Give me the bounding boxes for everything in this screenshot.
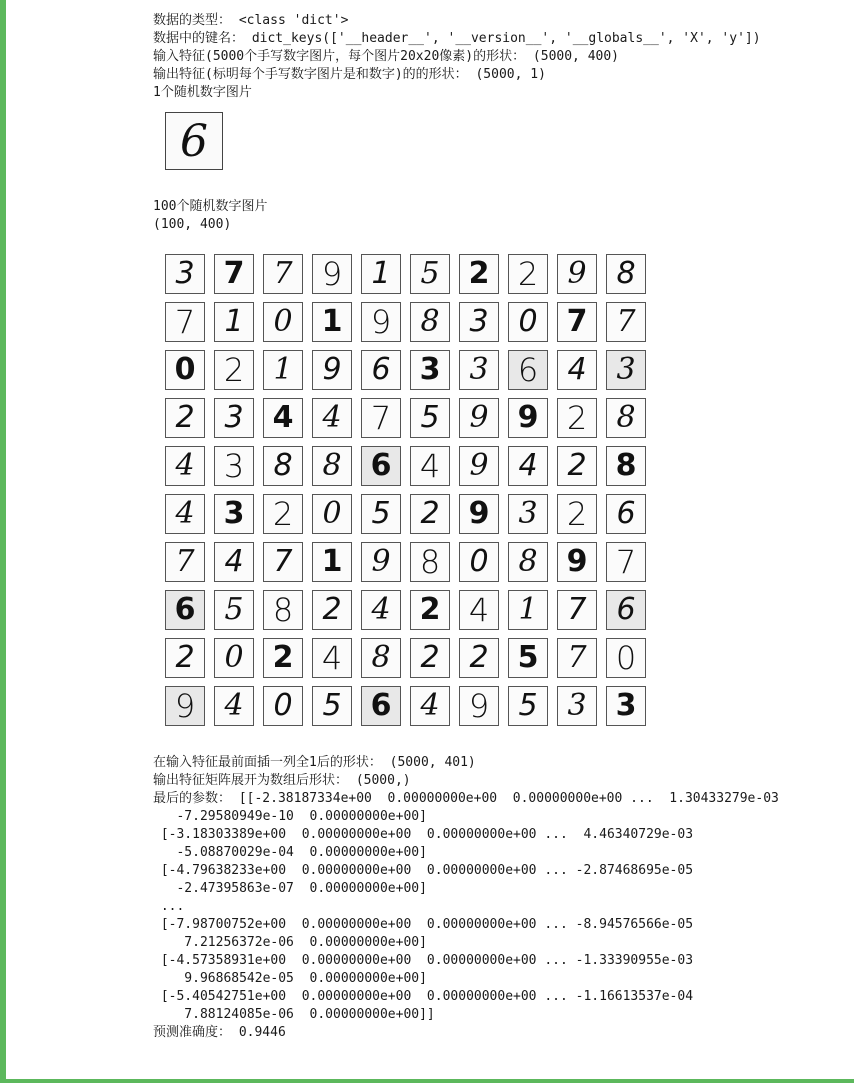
digit-glyph: 7: [174, 303, 196, 341]
output-line-params-2: [-3.18303389e+00 0.00000000e+00 0.00000000e+00 ... 4.46340729e-03: [153, 827, 694, 842]
digit-cell-r6-c0: [165, 542, 205, 582]
output-line-params-5: -2.47395863e-07 0.00000000e+00]: [153, 881, 427, 896]
digit-glyph: 2: [567, 448, 587, 483]
digit-glyph: 5: [371, 496, 391, 531]
output-line-output-shape: 输出特征(标明每个手写数字图片是和数字)的的形状： (5000, 1): [153, 67, 546, 82]
digit-glyph: 0: [615, 639, 637, 677]
digit-glyph: 5: [420, 256, 440, 291]
output-line-params-8: 7.21256372e-06 0.00000000e+00]: [153, 935, 427, 950]
digit-glyph: 3: [615, 688, 637, 723]
digit-glyph: 6: [517, 351, 539, 389]
digit-glyph: 7: [370, 399, 392, 437]
digit-glyph: 9: [321, 255, 343, 293]
single-digit-image: [165, 112, 223, 170]
digit-cell-r4-c8: [557, 446, 597, 486]
digit-cell-r1-c0: [165, 302, 205, 342]
digit-glyph: 3: [175, 256, 195, 291]
digit-cell-r2-c7: [508, 350, 548, 390]
digit-cell-r4-c7: [508, 446, 548, 486]
digit-glyph: 4: [419, 447, 441, 485]
digit-glyph: 3: [224, 400, 244, 435]
digit-cell-r9-c4: [361, 686, 401, 726]
footer-text-block: [153, 754, 843, 1042]
digit-glyph: 8: [616, 256, 636, 291]
digit-glyph: 5: [518, 688, 538, 723]
digit-glyph: 0: [273, 688, 293, 723]
digit-glyph: 9: [322, 352, 342, 387]
digit-cell-r5-c7: [508, 494, 548, 534]
single-digit-figure: [165, 112, 843, 170]
digit-cell-r3-c3: [312, 398, 352, 438]
digit-glyph: 8: [616, 400, 636, 435]
digit-glyph: 3: [518, 496, 538, 531]
digit-glyph: 7: [567, 640, 587, 675]
digit-glyph: 2: [469, 640, 489, 675]
digit-glyph: 0: [322, 496, 342, 531]
digit-cell-r7-c9: [606, 590, 646, 630]
digit-cell-r1-c3: [312, 302, 352, 342]
digit-glyph: 9: [469, 448, 489, 483]
digit-glyph: 9: [174, 687, 196, 725]
digit-glyph: 2: [175, 640, 195, 675]
digit-glyph: 2: [517, 255, 539, 293]
digit-cell-r6-c8: [557, 542, 597, 582]
digit-glyph: 2: [223, 351, 245, 389]
digit-cell-r7-c8: [557, 590, 597, 630]
digit-glyph: 1: [321, 544, 343, 579]
output-line-params-11: [-5.40542751e+00 0.00000000e+00 0.00000000e+00 ... -1.16613537e-04: [153, 989, 694, 1004]
digit-glyph: 6: [370, 448, 392, 483]
digits-grid-figure: [165, 254, 843, 726]
digit-cell-r0-c6: [459, 254, 499, 294]
digit-glyph: 7: [615, 543, 637, 581]
digit-cell-r0-c3: [312, 254, 352, 294]
digit-cell-r5-c5: [410, 494, 450, 534]
digit-glyph: 2: [566, 495, 588, 533]
digit-cell-r4-c5: [410, 446, 450, 486]
digit-glyph: 3: [419, 352, 441, 387]
output-line-params-7: [-7.98700752e+00 0.00000000e+00 0.00000000e+00 ... -8.94576566e-05: [153, 917, 694, 932]
digit-glyph: 1: [224, 304, 244, 339]
digit-glyph: 9: [469, 400, 489, 435]
digit-cell-r7-c4: [361, 590, 401, 630]
digit-cell-r4-c4: [361, 446, 401, 486]
digit-glyph: 4: [175, 448, 195, 483]
digit-cell-r9-c8: [557, 686, 597, 726]
digit-cell-r8-c9: [606, 638, 646, 678]
digit-cell-r3-c1: [214, 398, 254, 438]
digit-cell-r2-c6: [459, 350, 499, 390]
digit-glyph: 5: [224, 592, 244, 627]
digit-cell-r5-c4: [361, 494, 401, 534]
digit-cell-r4-c6: [459, 446, 499, 486]
digit-cell-r8-c5: [410, 638, 450, 678]
digit-cell-r9-c7: [508, 686, 548, 726]
digit-cell-r5-c6: [459, 494, 499, 534]
digit-cell-r5-c1: [214, 494, 254, 534]
digit-cell-r8-c6: [459, 638, 499, 678]
digit-glyph: 5: [517, 640, 539, 675]
digit-glyph: 7: [273, 544, 293, 579]
digit-glyph: 5: [420, 400, 440, 435]
output-line-shape-with-bias: 在输入特征最前面插一列全1后的形状： (5000, 401): [153, 755, 476, 770]
digit-cell-r1-c6: [459, 302, 499, 342]
digit-glyph: 2: [419, 592, 441, 627]
digit-cell-r4-c3: [312, 446, 352, 486]
digit-glyph: 0: [273, 304, 293, 339]
digit-glyph: 9: [517, 400, 539, 435]
digit-cell-r8-c2: [263, 638, 303, 678]
digit-cell-r9-c5: [410, 686, 450, 726]
digit-glyph: 8: [419, 543, 441, 581]
digit-cell-r9-c0: [165, 686, 205, 726]
digit-glyph: 8: [273, 448, 293, 483]
digit-glyph: 3: [469, 304, 489, 339]
digit-glyph: 4: [518, 448, 538, 483]
digit-glyph: 8: [615, 448, 637, 483]
digit-cell-r3-c7: [508, 398, 548, 438]
digit-glyph: 8: [371, 640, 391, 675]
digit-glyph: 9: [567, 256, 587, 291]
output-line-grid-shape: (100, 400): [153, 217, 232, 232]
digit-glyph: 9: [468, 687, 490, 725]
digit-glyph: 2: [272, 495, 294, 533]
output-line-params-0: 最后的参数： [[-2.38187334e+00 0.00000000e+00 0.00000000e+00 ... 1.30433279e-03: [153, 791, 779, 806]
digit-cell-r3-c8: [557, 398, 597, 438]
digit-glyph: 8: [272, 591, 294, 629]
output-line-grid-title: 100个随机数字图片: [153, 199, 268, 214]
digit-glyph: 2: [272, 640, 294, 675]
output-line-params-4: [-4.79638233e+00 0.00000000e+00 0.00000000e+00 ... -2.87468695e-05: [153, 863, 694, 878]
digit-cell-r0-c0: [165, 254, 205, 294]
digit-glyph: 4: [321, 639, 343, 677]
digit-glyph: 2: [420, 496, 440, 531]
digit-cell-r8-c4: [361, 638, 401, 678]
header-text-block: [153, 12, 843, 102]
digit-glyph: 4: [420, 688, 440, 723]
digit-glyph: 4: [175, 496, 195, 531]
digit-glyph: 8: [322, 448, 342, 483]
digit-cell-r8-c3: [312, 638, 352, 678]
digit-cell-r9-c2: [263, 686, 303, 726]
digit-glyph: 9: [566, 544, 588, 579]
digit-cell-r3-c5: [410, 398, 450, 438]
output-line-params-12: 7.88124085e-06 0.00000000e+00]]: [153, 1007, 435, 1022]
digit-cell-r6-c5: [410, 542, 450, 582]
digit-cell-r1-c8: [557, 302, 597, 342]
digit-cell-r1-c9: [606, 302, 646, 342]
digit-cell-r7-c1: [214, 590, 254, 630]
digit-cell-r8-c8: [557, 638, 597, 678]
digit-glyph: 2: [322, 592, 342, 627]
digit-glyph: 3: [223, 447, 245, 485]
digit-cell-r6-c4: [361, 542, 401, 582]
digit-glyph: 3: [469, 352, 489, 387]
digit-cell-r2-c8: [557, 350, 597, 390]
single-digit-glyph: 6: [180, 115, 208, 167]
digit-cell-r2-c5: [410, 350, 450, 390]
digit-glyph: 2: [468, 256, 490, 291]
digit-cell-r7-c7: [508, 590, 548, 630]
output-line-params-6: ...: [153, 899, 185, 914]
digit-cell-r5-c9: [606, 494, 646, 534]
digit-cell-r3-c9: [606, 398, 646, 438]
output-line-params-9: [-4.57358931e+00 0.00000000e+00 0.00000000e+00 ... -1.33390955e-03: [153, 953, 694, 968]
digit-cell-r1-c5: [410, 302, 450, 342]
digit-cell-r9-c6: [459, 686, 499, 726]
digit-cell-r0-c1: [214, 254, 254, 294]
digit-cell-r1-c1: [214, 302, 254, 342]
digit-glyph: 4: [468, 591, 490, 629]
digit-cell-r9-c1: [214, 686, 254, 726]
digit-cell-r9-c3: [312, 686, 352, 726]
digit-cell-r0-c4: [361, 254, 401, 294]
digit-cell-r5-c0: [165, 494, 205, 534]
digit-cell-r4-c9: [606, 446, 646, 486]
digit-glyph: 8: [518, 544, 538, 579]
digit-glyph: 0: [469, 544, 489, 579]
digit-glyph: 9: [371, 544, 391, 579]
digit-cell-r0-c5: [410, 254, 450, 294]
grid-title-block: [153, 198, 843, 234]
digit-glyph: 8: [420, 304, 440, 339]
digit-glyph: 9: [370, 303, 392, 341]
digit-cell-r0-c9: [606, 254, 646, 294]
digit-glyph: 0: [224, 640, 244, 675]
digit-glyph: 9: [468, 496, 490, 531]
digit-cell-r8-c1: [214, 638, 254, 678]
digit-cell-r4-c1: [214, 446, 254, 486]
digit-cell-r7-c5: [410, 590, 450, 630]
digit-cell-r2-c0: [165, 350, 205, 390]
digit-glyph: 2: [175, 400, 195, 435]
digit-cell-r2-c2: [263, 350, 303, 390]
digit-cell-r4-c2: [263, 446, 303, 486]
digit-glyph: 0: [174, 352, 196, 387]
digit-cell-r0-c8: [557, 254, 597, 294]
digit-glyph: 6: [616, 592, 636, 627]
digit-glyph: 4: [272, 400, 294, 435]
digit-cell-r3-c6: [459, 398, 499, 438]
output-line-params-10: 9.96868542e-05 0.00000000e+00]: [153, 971, 427, 986]
output-line-data-type: 数据的类型： <class 'dict'>: [153, 13, 349, 28]
digit-glyph: 6: [616, 496, 636, 531]
digit-cell-r6-c2: [263, 542, 303, 582]
digit-cell-r3-c4: [361, 398, 401, 438]
digit-cell-r6-c3: [312, 542, 352, 582]
output-line-params-1: -7.29580949e-10 0.00000000e+00]: [153, 809, 427, 824]
digit-glyph: 1: [518, 592, 538, 627]
digit-cell-r6-c7: [508, 542, 548, 582]
digit-glyph: 7: [223, 256, 245, 291]
digit-glyph: 6: [370, 688, 392, 723]
cell-output-left-border: [0, 0, 6, 1080]
digit-cell-r3-c0: [165, 398, 205, 438]
digit-glyph: 7: [566, 304, 588, 339]
digit-cell-r8-c0: [165, 638, 205, 678]
digit-glyph: 2: [566, 399, 588, 437]
digit-glyph: 7: [273, 256, 293, 291]
digit-cell-r6-c1: [214, 542, 254, 582]
digit-glyph: 7: [567, 592, 587, 627]
digit-cell-r1-c7: [508, 302, 548, 342]
digit-glyph: 7: [175, 544, 195, 579]
digit-glyph: 4: [322, 400, 342, 435]
output-line-flattened-shape: 输出特征矩阵展开为数组后形状： (5000,): [153, 773, 411, 788]
digit-cell-r5-c8: [557, 494, 597, 534]
digit-glyph: 4: [224, 544, 244, 579]
digit-glyph: 3: [567, 688, 587, 723]
digit-glyph: 1: [371, 256, 391, 291]
digit-glyph: 7: [616, 304, 636, 339]
output-line-keys: 数据中的键名： dict_keys(['__header__', '__version__', '__globals__', 'X', 'y']): [153, 31, 761, 46]
output-line-accuracy: 预测准确度： 0.9446: [153, 1025, 286, 1040]
output-line-params-3: -5.08870029e-04 0.00000000e+00]: [153, 845, 427, 860]
digit-cell-r1-c2: [263, 302, 303, 342]
digit-cell-r2-c1: [214, 350, 254, 390]
digit-cell-r0-c2: [263, 254, 303, 294]
output-line-input-shape: 输入特征(5000个手写数字图片，每个图片20x20像素)的形状： (5000, 400): [153, 49, 620, 64]
digit-glyph: 3: [223, 496, 245, 531]
digit-glyph: 4: [371, 592, 391, 627]
digit-cell-r2-c9: [606, 350, 646, 390]
digit-glyph: 6: [371, 352, 391, 387]
cell-output-bottom-border: [0, 1079, 854, 1083]
digit-glyph: 5: [322, 688, 342, 723]
digit-cell-r6-c9: [606, 542, 646, 582]
digit-cell-r8-c7: [508, 638, 548, 678]
digit-cell-r5-c2: [263, 494, 303, 534]
digit-glyph: 4: [567, 352, 587, 387]
digit-glyph: 6: [174, 592, 196, 627]
digit-cell-r4-c0: [165, 446, 205, 486]
digit-cell-r2-c3: [312, 350, 352, 390]
digit-cell-r7-c0: [165, 590, 205, 630]
digit-cell-r3-c2: [263, 398, 303, 438]
digit-cell-r9-c9: [606, 686, 646, 726]
digit-glyph: 1: [273, 352, 293, 387]
digit-glyph: 1: [321, 304, 343, 339]
output-line-single-title: 1个随机数字图片: [153, 85, 252, 100]
digit-glyph: 4: [224, 688, 244, 723]
cell-output-area: [153, 12, 843, 1042]
digit-cell-r7-c6: [459, 590, 499, 630]
digit-glyph: 0: [518, 304, 538, 339]
digit-cell-r2-c4: [361, 350, 401, 390]
digit-cell-r5-c3: [312, 494, 352, 534]
digit-cell-r0-c7: [508, 254, 548, 294]
digit-cell-r6-c6: [459, 542, 499, 582]
digit-glyph: 2: [420, 640, 440, 675]
digit-glyph: 3: [616, 352, 636, 387]
digit-cell-r7-c2: [263, 590, 303, 630]
digit-cell-r1-c4: [361, 302, 401, 342]
digit-cell-r7-c3: [312, 590, 352, 630]
